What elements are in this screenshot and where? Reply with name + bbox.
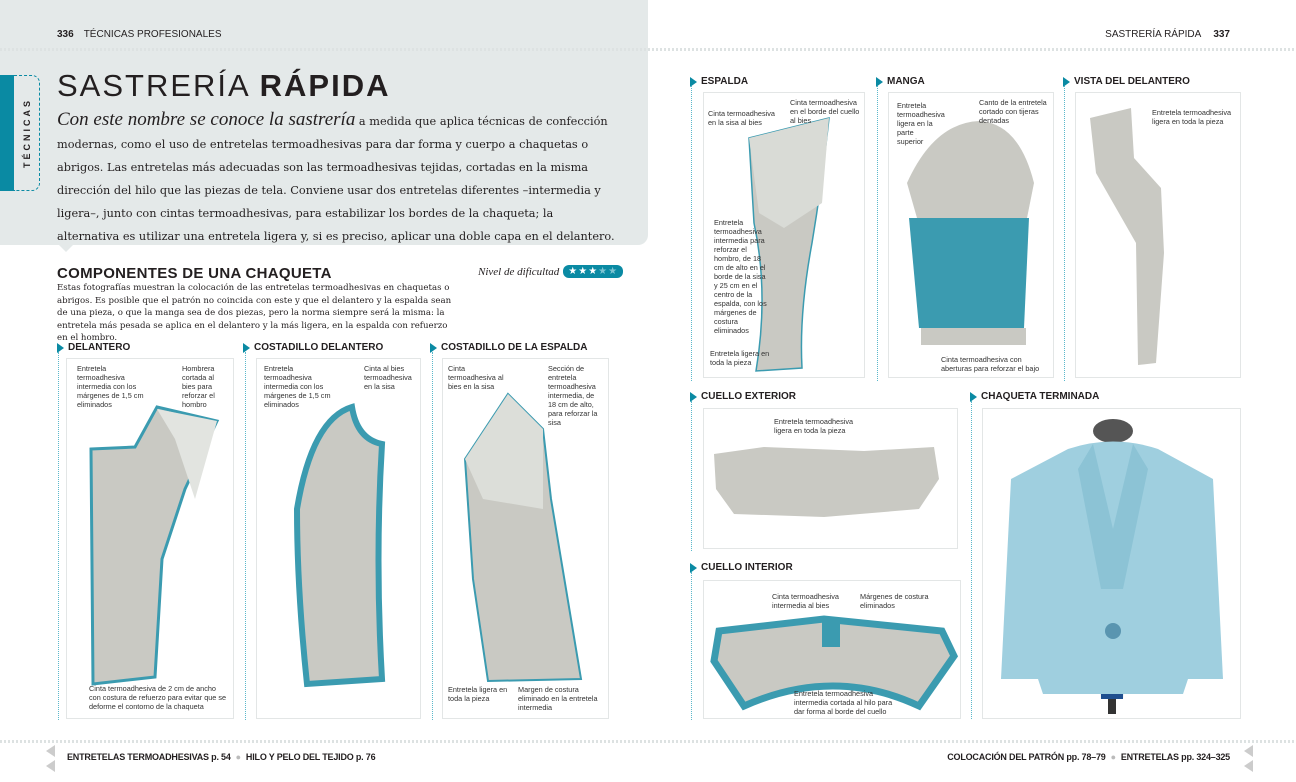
ref-page: pp. 78–79	[1066, 752, 1106, 762]
section-title-costadillo-espalda	[430, 342, 587, 353]
caption: Márgenes de costura eliminados	[860, 592, 929, 610]
section-rule	[971, 401, 972, 719]
intro-text: a medida que aplica técnicas de confección modernas, como el uso de entretelas termoadhesivas para dar forma y cuerpo a chaquetas o abrigos. Las entretelas más adecuadas son las termoadhesivas tejidas, cortadas en la misma dirección del hilo que las piezas de tela. Conviene usar dos entretelas diferentes –intermedia y ligera–, junto con cintas termoadhesivas, para estabilizar los bordes de la chaqueta; la alternativa es utilizar una entretela ligera y, si es preciso, aplicar una doble capa en el delantero.	[57, 115, 615, 243]
section-rule	[691, 401, 692, 551]
ref-title: HILO Y PELO DEL TEJIDO	[245, 752, 354, 762]
chapter-tab	[0, 75, 14, 191]
photo-cuello-exterior	[703, 408, 958, 549]
photo-delantero	[66, 358, 234, 719]
bottom-divider	[0, 740, 1296, 743]
title-light: SASTRERÍA	[57, 68, 249, 103]
photo-costadillo-delantero	[256, 358, 421, 719]
ref-title: COLOCACIÓN DEL PATRÓN	[947, 752, 1065, 762]
title-text: CHAQUETA TERMINADA	[981, 391, 1100, 402]
section-title-cuello-interior	[690, 562, 793, 573]
fabric-piece-image	[257, 359, 422, 720]
section-name: TÉCNICAS PROFESIONALES	[83, 29, 222, 40]
stars-empty: ★★	[598, 266, 619, 277]
caption: Margen de costura eliminado en la entretela intermedia	[518, 685, 598, 712]
caption: Cinta termoadhesiva con aberturas para reforzar el bajo	[941, 355, 1040, 373]
photo-vista-delantero	[1075, 92, 1241, 378]
ref-title: ENTRETELAS TERMOADHESIVAS	[67, 752, 209, 762]
section-title-costadillo-delantero	[243, 342, 383, 353]
caption: Cinta termoadhesiva al bies en la sisa	[448, 364, 504, 391]
photo-espalda	[703, 92, 865, 378]
section-title-vista-delantero	[1063, 76, 1190, 87]
title-text: COSTADILLO DE LA ESPALDA	[441, 342, 588, 353]
crossref-link[interactable]	[246, 752, 375, 762]
page-title	[57, 68, 390, 104]
difficulty-rating	[478, 265, 623, 278]
section-name: SASTRERÍA RÁPIDA	[1105, 29, 1202, 40]
title-text: ESPALDA	[701, 76, 749, 87]
caption: Cinta termoadhesiva intermedia al bies	[772, 592, 839, 610]
fabric-piece-image	[1076, 93, 1242, 379]
jacket-photo	[983, 409, 1242, 720]
title-text: VISTA DEL DELANTERO	[1074, 76, 1190, 87]
caption: Entretela termoadhesiva ligera en toda la pieza	[774, 417, 854, 435]
fabric-piece-image	[67, 359, 235, 720]
intro-lead: Con este nombre se conoce la sastrería	[57, 109, 356, 130]
section-rule	[58, 352, 59, 720]
ref-page: p. 76	[355, 752, 376, 762]
chapter-tab-label	[14, 75, 40, 191]
back-arrow-icon	[46, 760, 55, 772]
left-running-head	[57, 29, 222, 40]
section-title-espalda	[690, 76, 748, 87]
back-arrow-icon	[1244, 745, 1253, 757]
caption: Cinta termoadhesiva en la sisa al bies	[708, 109, 775, 127]
title-text: DELANTERO	[68, 342, 131, 353]
section-rule	[432, 352, 433, 720]
caption: Entretela termoadhesiva intermedia con los márgenes de 1,5 cm eliminados	[264, 364, 331, 409]
difficulty-label: Nivel de dificultad	[478, 265, 560, 278]
components-heading: COMPONENTES DE UNA CHAQUETA	[57, 265, 332, 282]
right-running-head	[1105, 29, 1240, 40]
section-rule	[877, 86, 878, 381]
section-title-cuello-exterior	[690, 391, 796, 402]
caption: Canto de la entretela cortado con tijeras dentadas	[979, 98, 1047, 125]
ref-page: p. 54	[211, 752, 231, 762]
back-arrow-icon	[46, 745, 55, 757]
tab-text: TÉCNICAS	[22, 97, 33, 169]
title-text: CUELLO INTERIOR	[701, 562, 793, 573]
photo-cuello-interior	[703, 580, 961, 719]
caption: Entretela termoadhesiva intermedia cortada al hilo para dar forma al borde del cuello	[794, 689, 893, 716]
caption: Entretela termoadhesiva intermedia con los márgenes de 1,5 cm eliminados	[77, 364, 144, 409]
difficulty-stars	[563, 265, 623, 278]
title-text: CUELLO EXTERIOR	[701, 391, 797, 402]
title-text: COSTADILLO DELANTERO	[254, 342, 384, 353]
ref-title: ENTRETELAS	[1120, 752, 1179, 762]
caption: Entretela termoadhesiva ligera en la parte superior	[897, 101, 945, 146]
section-title-delantero	[57, 342, 130, 353]
right-footer-crossrefs: COLOCACIÓN DEL PATRÓN pp. 78–79 ● ENTRETELAS pp. 324–325	[947, 752, 1230, 762]
crossref-link[interactable]	[947, 752, 1105, 762]
caption: Entretela termoadhesiva ligera en toda la pieza	[1152, 108, 1232, 126]
left-footer-crossrefs: ENTRETELAS TERMOADHESIVAS p. 54 ● HILO Y PELO DEL TEJIDO p. 76	[67, 752, 376, 762]
crossref-link[interactable]	[67, 752, 231, 762]
caption: Cinta al bies termoadhesiva en la sisa	[364, 364, 412, 391]
page-number: 336	[57, 29, 74, 40]
photo-costadillo-espalda	[442, 358, 609, 719]
section-title-chaqueta-terminada	[970, 391, 1099, 402]
page-number: 337	[1213, 29, 1230, 40]
ref-page: pp. 324–325	[1181, 752, 1230, 762]
caption: Cinta termoadhesiva de 2 cm de ancho con costura de refuerzo para evitar que se deforme el contorno de la chaqueta	[89, 684, 227, 711]
photo-manga	[888, 92, 1054, 378]
caption: Sección de entretela termoadhesiva intermedia, de 18 cm de alto, para reforzar la sisa	[548, 364, 598, 427]
back-arrow-icon	[1244, 760, 1253, 772]
top-divider	[0, 48, 1296, 51]
title-bold: RÁPIDA	[259, 68, 391, 103]
caption: Entretela ligera en toda la pieza	[710, 349, 770, 367]
caption: Entretela ligera en toda la pieza	[448, 685, 508, 703]
section-rule	[245, 352, 246, 720]
photo-chaqueta-terminada	[982, 408, 1241, 719]
section-rule	[691, 572, 692, 720]
components-text: Estas fotografías muestran la colocación de las entretelas termoadhesivas en chaquetas o abrigos. Es posible que el patrón no coincida con este y que el delantero y la espalda sean de una pieza, o que la manga sea de dos piezas, pero la norma siempre será la misma: la entretela más pesada se aplica en el delantero y la más ligera, en la espalda con refuerzo en el hombro.	[57, 283, 452, 344]
caption: Cinta termoadhesiva en el borde del cuello al bies	[790, 98, 860, 125]
section-rule	[1064, 86, 1065, 381]
title-text: MANGA	[887, 76, 925, 87]
intro-paragraph	[57, 108, 617, 248]
caption: Entretela termoadhesiva intermedia para reforzar el hombro, de 18 cm de alto en el borde de la sisa y 25 cm en el centro de la espalda, con los márgenes de costura eliminados	[714, 218, 767, 335]
section-title-manga	[876, 76, 925, 87]
caption: Hombrera cortada al bies para reforzar el hombro	[182, 364, 215, 409]
crossref-link[interactable]	[1121, 752, 1230, 762]
section-rule	[691, 86, 692, 381]
stars-filled: ★★★	[568, 266, 599, 277]
